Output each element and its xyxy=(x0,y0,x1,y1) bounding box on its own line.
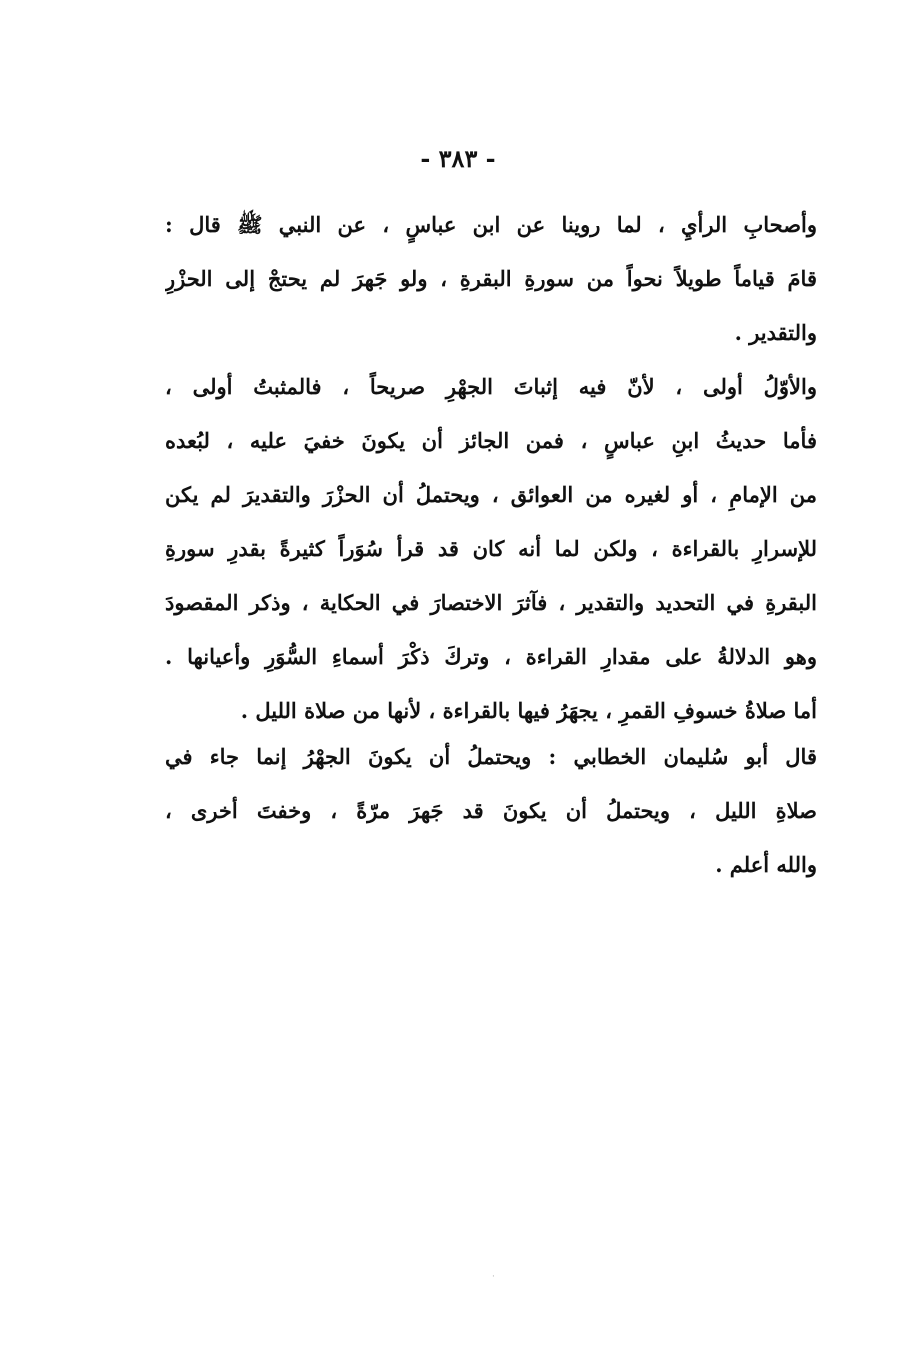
text-line: للإسرارِ بالقراءة ، ولكن لما أنه كان قد قرأ سُوَراً كثيرةً بقدرِ سورةِ xyxy=(165,536,817,561)
paragraph-2 xyxy=(165,360,817,738)
text-line: فأما حديثُ ابنِ عباسٍ ، فمن الجائز أن يكونَ خفيَ عليه ، لبُعده xyxy=(165,428,817,453)
text-line: وأصحابِ الرأيِ ، لما روينا عن ابن عباسٍ ، عن النبي ﷺ قال : xyxy=(165,212,817,237)
text-line: قال أبو سُليمان الخطابي : ويحتملُ أن يكونَ الجهْرُ إنما جاء في xyxy=(165,744,817,769)
text-line: والتقدير . xyxy=(734,320,817,345)
text-line: والأوّلُ أولى ، لأنّ فيه إثباتَ الجهْرِ صريحاً ، فالمثبتُ أولى ، xyxy=(165,374,817,399)
text-line: صلاةِ الليل ، ويحتملُ أن يكونَ قد جَهرَ مرّةً ، وخفتَ أخرى ، xyxy=(165,798,817,823)
text-line: قامَ قياماً طويلاً نحواً من سورةِ البقرةِ ، ولو جَهرَ لم يحتجْ إلى الحزْرِ xyxy=(165,266,817,291)
scan-speck: · xyxy=(492,1272,495,1282)
paragraph-3 xyxy=(165,730,817,892)
text-line: أما صلاةُ خسوفِ القمرِ ، يجهَرُ فيها بالقراءة ، لأنها من صلاة الليل . xyxy=(240,698,817,723)
page-number: - ٣٨٣ - xyxy=(420,144,496,173)
text-line: من الإمامِ ، أو لغيره من العوائق ، ويحتملُ أن الحزْرَ والتقديرَ لم يكن xyxy=(165,482,817,507)
paragraph-1 xyxy=(165,198,817,360)
text-line: وهو الدلالةُ على مقدارِ القراءة ، وتركَ ذكْرَ أسماءِ السُّوَرِ وأعيانها . xyxy=(165,644,817,669)
text-line: البقرةِ في التحديد والتقدير ، فآثرَ الاختصارَ في الحكاية ، وذكر المقصودَ xyxy=(165,590,817,615)
text-line: والله أعلم . xyxy=(715,852,817,877)
